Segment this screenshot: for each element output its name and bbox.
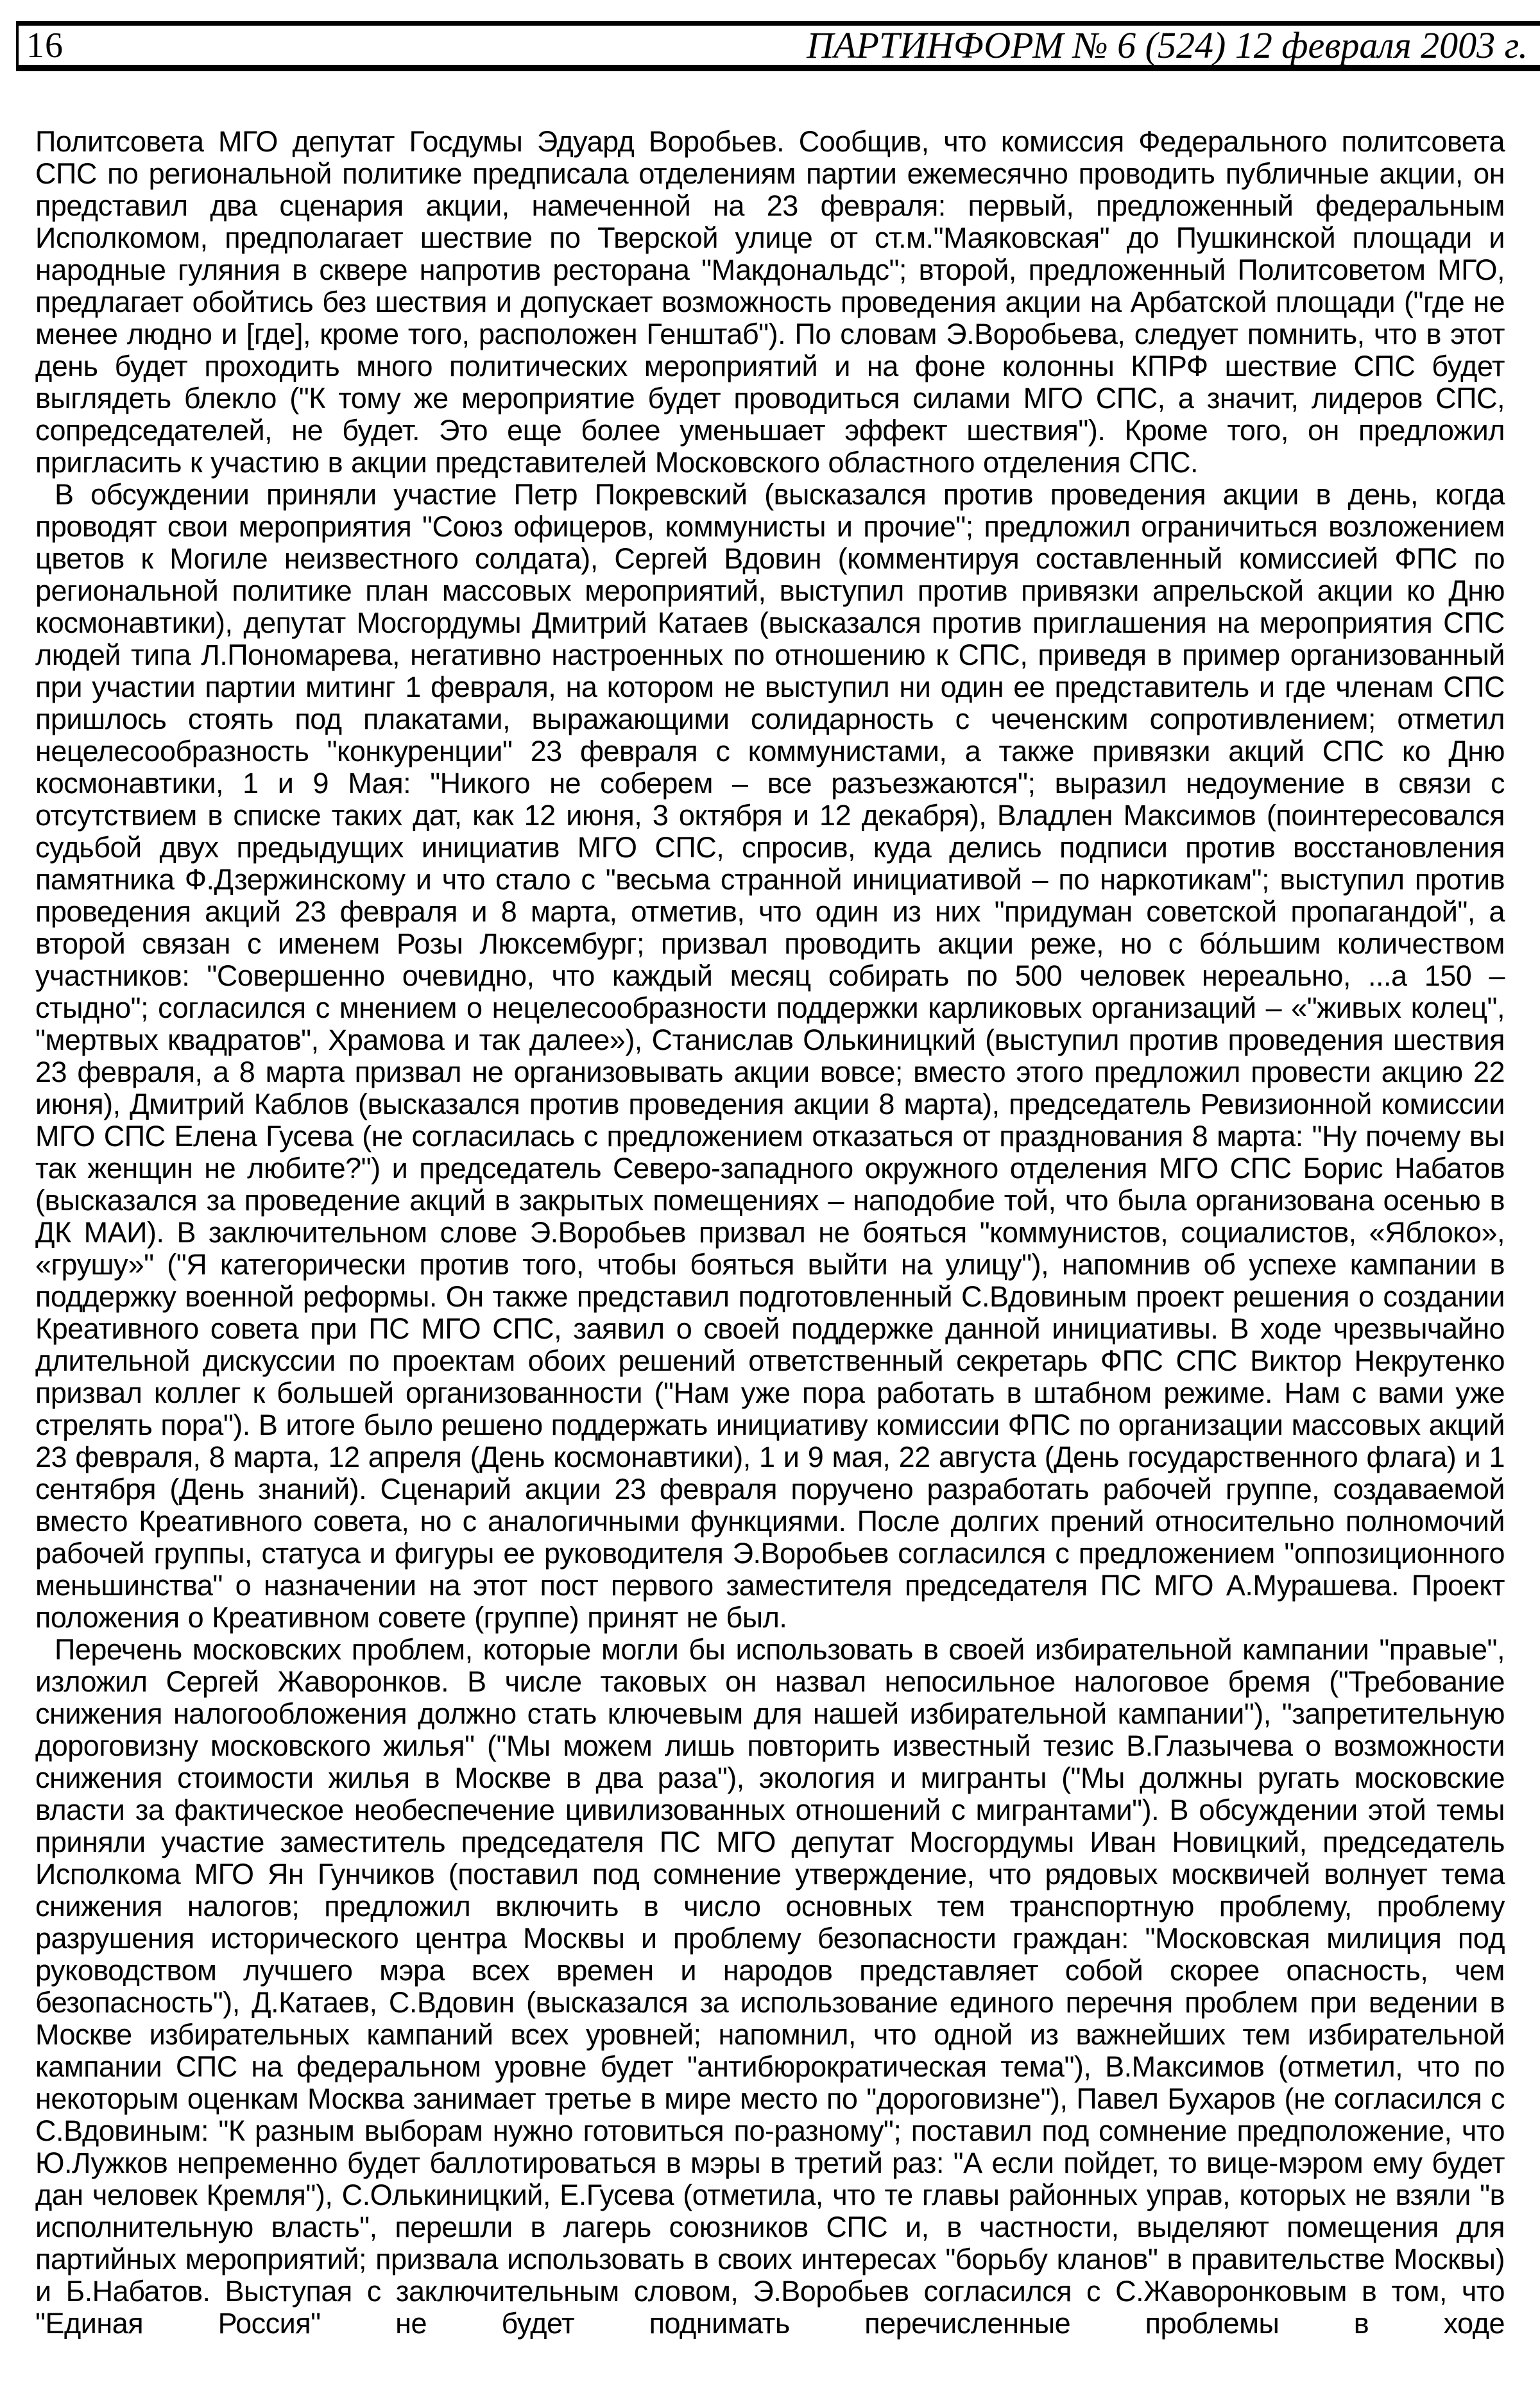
page-number: 16 [26, 25, 64, 65]
paragraph-politsovet-continuation: Политсовета МГО депутат Госдумы Эдуард Воробьев. Сообщив, что комиссия Федерального политсовета СПС по региональной политике предписала отделениям партии ежемесячно проводить публичные акции, он представил два сценария акции, намеченной на 23 февраля: первый, предложенный федеральным Исполкомом, предполагает шествие по Тверской улице от ст.м."Маяковская" до Пушкинской площади и народные гуляния в сквере напротив ресторана "Макдональдс"; второй, предложенный Политсоветом МГО, предлагает обойтись без шествия и допускает возможность проведения акции на Арбатской площади ("где не менее людно и [где], кроме того, расположен Генштаб"). По словам Э.Воробьева, следует помнить, что в этот день будет проходить много политических мероприятий и на фоне колонны КПРФ шествие СПС будет выглядеть блекло ("К тому же мероприятие будет проводиться силами МГО СПС, а значит, лидеров СПС, сопредседателей, не будет. Это еще более уменьшает эффект шествия"). Кроме того, он предложил пригласить к участию в акции представителей Московского областного отделения СПС. [35, 125, 1505, 479]
article-body [35, 126, 1505, 2340]
paragraph-moscow-problems: Перечень московских проблем, которые могли бы использовать в своей избирательной кампании "правые", изложил Сергей Жаворонков. В числе таковых он назвал непосильное налоговое бремя ("Требование снижения налогообложения должно стать ключевым для нашей избирательной кампании"), "запретительную дороговизну московского жилья" ("Мы можем лишь повторить известный тезис В.Глазычева о возможности снижения стоимости жилья в Москве в два раза"), экология и мигранты ("Мы должны ругать московские власти за фактическое необеспечение цивилизованных отношений с мигрантами"). В обсуждении этой темы приняли участие заместитель председателя ПС МГО депутат Мосгордумы Иван Новицкий, председатель Исполкома МГО Ян Гунчиков (поставил под сомнение утверждение, что рядовых москвичей волнует тема снижения налогов; предложил включить в число основных тем транспортную проблему, проблему разрушения исторического центра Москвы и проблему безопасности граждан: "Московская милиция под руководством лучшего мэра всех времен и народов представляет собой скорее опасность, чем безопасность"), Д.Катаев, С.Вдовин (высказался за использование единого перечня проблем при ведении в Москве избирательных кампаний всех уровней; напомнил, что одной из важнейших тем избирательной кампании СПС на федеральном уровне будет "антибюрократическая тема"), В.Максимов (отметил, что по некоторым оценкам Москва занимает третье в мире место по "дороговизне"), Павел Бухаров (не согласился с С.Вдовиным: "К разным выборам нужно готовиться по-разному"; поставил под сомнение предположение, что Ю.Лужков непременно будет баллотироваться в мэры в третий раз: "А если пойдет, то вице-мэром ему будет дан человек Кремля"), С.Олькиницкий, Е.Гусева (отметила, что те главы районных управ, которых не взяли "в исполнительную власть", перешли в лагерь союзников СПС и, в частности, выделяют помещения для партийных мероприятий; призвала использовать в своих интересах "борьбу кланов" в правительстве Москвы) и Б.Набатов. Выступая с заключительным словом, Э.Воробьев согласился с С.Жаворонковым в том, что "Единая Россия" не будет поднимать перечисленные проблемы в ходе [35, 1633, 1505, 2340]
issue-title: ПАРТИНФОРМ № 6 (524) 12 февраля 2003 г. [807, 24, 1528, 66]
paragraph-discussion: В обсуждении приняли участие Петр Покревский (высказался против проведения акции в день, когда проводят свои мероприятия "Союз офицеров, коммунисты и прочие"; предложил ограничиться возложением цветов к Могиле неизвестного солдата), Сергей Вдовин (комментируя составленный комиссией ФПС по региональной политике план массовых мероприятий, выступил против привязки апрельской акции ко Дню космонавтики), депутат Мосгордумы Дмитрий Катаев (высказался против приглашения на мероприятия СПС людей типа Л.Пономарева, негативно настроенных по отношению к СПС, приведя в пример организованный при участии партии митинг 1 февраля, на котором не выступил ни один ее представитель и где членам СПС пришлось стоять под плакатами, выражающими солидарность с чеченским сопротивлением; отметил нецелесообразность "конкуренции" 23 февраля с коммунистами, а также привязки акций СПС ко Дню космонавтики, 1 и 9 Мая: "Никого не соберем – все разъезжаются"; выразил недоумение в связи с отсутствием в списке таких дат, как 12 июня, 3 октября и 12 декабря), Владлен Максимов (поинтересовался судьбой двух предыдущих инициатив МГО СПС, спросив, куда делись подписи против восстановления памятника Ф.Дзержинскому и что стало с "весьма странной инициативой – по наркотикам"; выступил против проведения акций 23 февраля и 8 марта, отметив, что один из них "придуман советской пропагандой", а второй связан с именем Розы Люксембург; призвал проводить акции реже, но с бо́льшим количеством участников: "Совершенно очевидно, что каждый месяц собирать по 500 человек нереально, ...а 150 – стыдно"; согласился с мнением о нецелесообразности поддержки карликовых организаций – «"живых колец", "мертвых квадратов", Храмова и так далее»), Станислав Олькиницкий (выступил против проведения шествия 23 февраля, а 8 марта призвал не организовывать акции вовсе; вместо этого предложил провести акцию 22 июня), Дмитрий Каблов (высказался против проведения акции 8 марта), председатель Ревизионной комиссии МГО СПС Елена Гусева (не согласилась с предложением отказаться от празднования 8 марта: "Ну почему вы так женщин не любите?") и председатель Северо-западного окружного отделения МГО СПС Борис Набатов (высказался за проведение акций в закрытых помещениях – наподобие той, что была организована осенью в ДК МАИ). В заключительном слове Э.Воробьев призвал не бояться "коммунистов, социалистов, «Яблоко», «грушу»" ("Я категорически против того, чтобы бояться выйти на улицу"), напомнив об успехе кампании в поддержку военной реформы. Он также представил подготовленный С.Вдовиным проект решения о создании Креативного совета при ПС МГО СПС, заявил о своей поддержке данной инициативы. В ходе чрезвычайно длительной дискуссии по проектам обоих решений ответственный секретарь ФПС СПС Виктор Некрутенко призвал коллег к большей организованности ("Нам уже пора работать в штабном режиме. Нам с вами уже стрелять пора"). В итоге было решено поддержать инициативу комиссии ФПС по организации массовых акций 23 февраля, 8 марта, 12 апреля (День космонавтики), 1 и 9 мая, 22 августа (День государственного флага) и 1 сентября (День знаний). Сценарий акции 23 февраля поручено разработать рабочей группе, создаваемой вместо Креативного совета, но с аналогичными функциями. После долгих прений относительно полномочий рабочей группы, статуса и фигуры ее руководителя Э.Воробьев согласился с предложением "оппозиционного меньшинства" о назначении на этот пост первого заместителя председателя ПС МГО А.Мурашева. Проект положения о Креативном совете (группе) принят не был. [35, 478, 1505, 1634]
page-header [16, 21, 1540, 71]
